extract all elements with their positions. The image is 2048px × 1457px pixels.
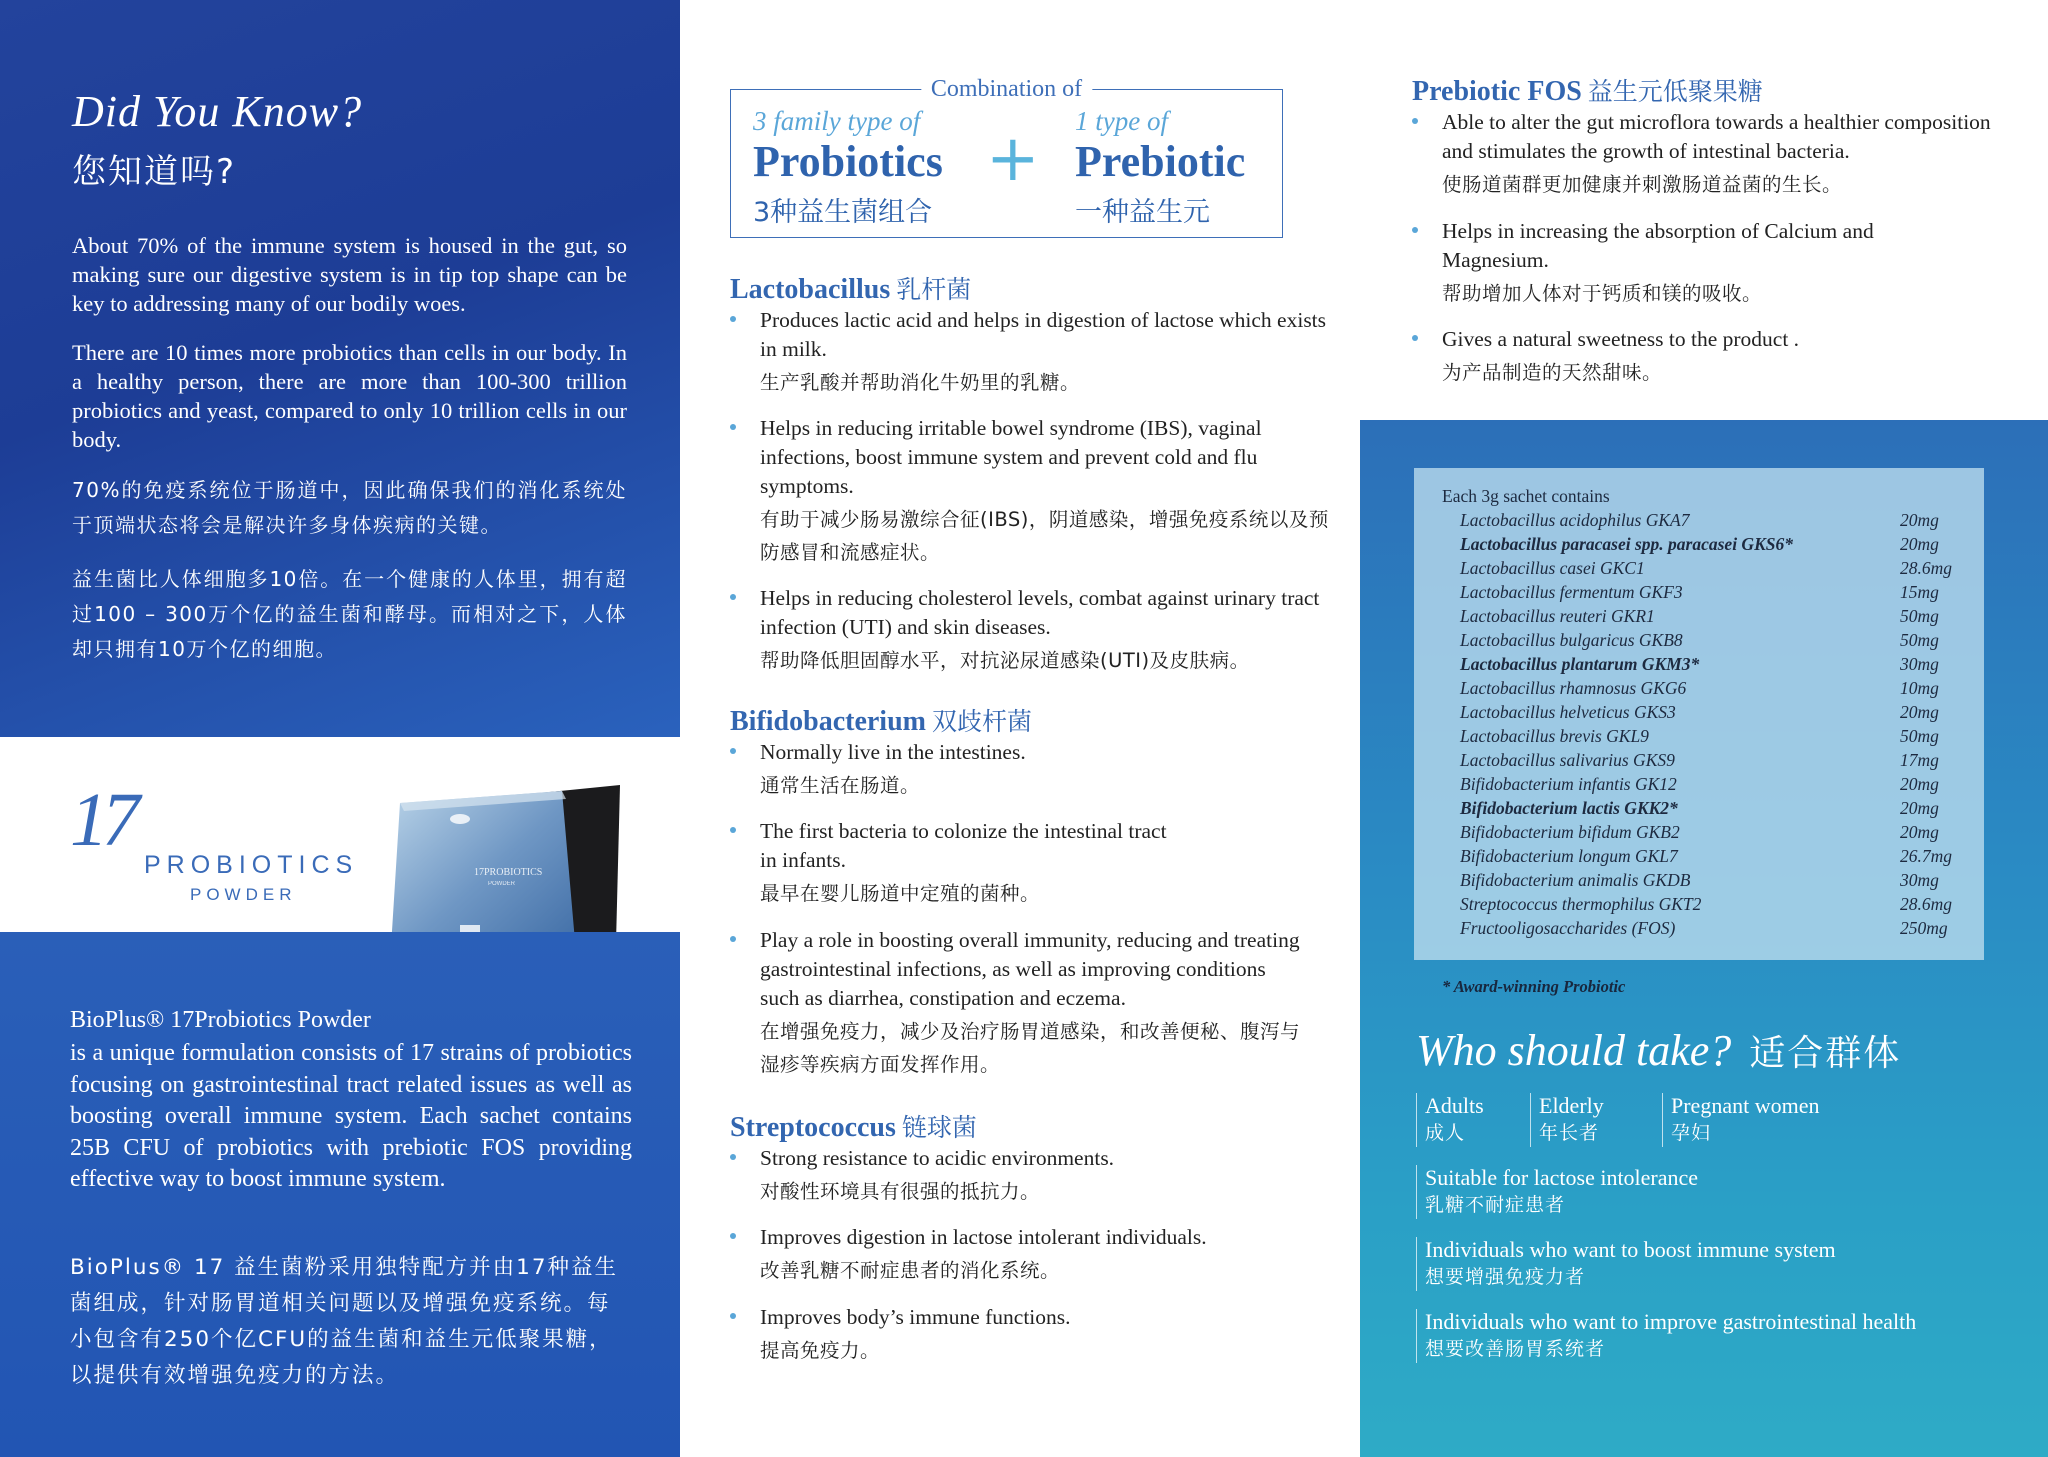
did-you-know-panel [0, 0, 680, 737]
strain-name: Lactobacillus casei GKC1 [1460, 558, 1645, 578]
list-item-en: Helps in reducing cholesterol levels, combat against urinary tract infection (UTI) and skin diseases. [760, 586, 1320, 639]
strain-name: Lactobacillus paracasei spp. paracasei GKS6* [1460, 534, 1793, 554]
bullet-dot-icon [730, 1233, 736, 1239]
strains-panel [680, 0, 1360, 1457]
strain-name: Bifidobacterium bifidum GKB2 [1460, 822, 1680, 842]
strain-name: Lactobacillus bulgaricus GKB8 [1460, 630, 1683, 650]
immune-gut-paragraph: About 70% of the immune system is housed in the gut, so making sure our digestive system is in tip top shape can be key to addressing many of our bodily woes. [72, 233, 627, 316]
did-you-know-title: Did You Know? [72, 87, 363, 136]
strain-amount: 20mg [1900, 702, 1939, 722]
target-item [1416, 1237, 1836, 1291]
target-group-cn: 孕妇 [1671, 1122, 1712, 1144]
strain-amount: 30mg [1900, 870, 1939, 890]
strain-amount: 20mg [1900, 510, 1939, 530]
who-should-take-title [1416, 1025, 1901, 1076]
probiotics-word: Probiotics [753, 137, 943, 186]
list-item-en: Able to alter the gut microflora towards a healthier composition and stimulates the growth of intestinal bacteria. [1442, 110, 1991, 163]
list-item [730, 414, 1330, 569]
lactobacillus-heading-cn: 乳杆菌 [896, 275, 972, 304]
strain-name: Bifidobacterium lactis GKK2* [1460, 798, 1678, 818]
target-group-en: Adults [1425, 1093, 1484, 1118]
table-row [1460, 582, 1970, 606]
bullet-dot-icon [730, 1313, 736, 1319]
streptococcus-heading-en: Streptococcus [730, 1112, 896, 1143]
strain-amount: 20mg [1900, 534, 1939, 554]
strain-name: Fructooligosaccharides (FOS) [1460, 918, 1676, 938]
logo-sub: POWDER [190, 885, 297, 904]
list-item-en: Improves body’s immune functions. [760, 1305, 1071, 1329]
strain-amount: 50mg [1900, 630, 1939, 650]
target-group [1662, 1093, 1819, 1147]
strain-name: Bifidobacterium infantis GK12 [1460, 774, 1677, 794]
strain-name: Lactobacillus plantarum GKM3* [1460, 654, 1700, 674]
strain-amount: 30mg [1900, 654, 1939, 674]
bullet-dot-icon [730, 594, 736, 600]
bifidobacterium-heading-en: Bifidobacterium [730, 706, 926, 737]
product-description-cn: BioPlus® 17 益生菌粉采用独特配方并由17种益生菌组成，针对肠胃道相关问题以及增强免疫系统。每小包含有250个亿CFU的益生菌和益生元低聚果糖，以提供有效增强免疫力的方法。 [70, 1255, 619, 1388]
list-item-en: Helps in reducing irritable bowel syndrome (IBS), vaginal infections, boost immune system and prevent cold and flu symptoms. [760, 416, 1262, 498]
strain-amount: 15mg [1900, 582, 1939, 602]
list-item [730, 584, 1330, 677]
target-group-cn: 年长者 [1539, 1122, 1600, 1144]
table-row [1460, 630, 1970, 654]
product-logo [70, 777, 370, 904]
list-item-cn: 提高免疫力。 [760, 1339, 881, 1362]
list-item-en: Produces lactic acid and helps in digestion of lactose which exists in milk. [760, 308, 1327, 361]
streptococcus-heading [730, 1108, 977, 1144]
target-group-en: Pregnant women [1671, 1093, 1820, 1118]
target-group [1416, 1093, 1484, 1147]
who-title-en: Who should take? [1416, 1026, 1732, 1075]
list-item-cn: 帮助降低胆固醇水平，对抗泌尿道感染(UTI)及皮肤病。 [760, 649, 1250, 672]
list-item-en: Normally live in the intestines. [760, 740, 1026, 764]
plus-icon: + [986, 122, 1040, 196]
list-item-cn: 在增强免疫力，减少及治疗肠胃道感染，和改善便秘、腹泻与湿疹等疾病方面发挥作用。 [760, 1020, 1301, 1076]
composition-heading: Each 3g sachet contains [1442, 486, 1610, 506]
table-row [1460, 606, 1970, 630]
combination-box [730, 76, 1283, 238]
bullet-dot-icon [730, 748, 736, 754]
list-item-en: Improves digestion in lactose intolerant individuals. [760, 1225, 1207, 1249]
strain-amount: 20mg [1900, 774, 1939, 794]
target-item-en: Suitable for lactose intolerance [1425, 1165, 1699, 1190]
table-row [1460, 750, 1970, 774]
strain-name: Lactobacillus fermentum GKF3 [1460, 582, 1683, 602]
target-group-cn: 成人 [1425, 1122, 1466, 1144]
table-row [1460, 558, 1970, 582]
lactobacillus-heading [730, 270, 971, 306]
strain-name: Streptococcus thermophilus GKT2 [1460, 894, 1702, 914]
table-row [1460, 678, 1970, 702]
target-item-en: Individuals who want to boost immune system [1425, 1237, 1836, 1262]
strain-amount: 20mg [1900, 822, 1939, 842]
list-item-en: Gives a natural sweetness to the product . [1442, 327, 1800, 351]
bullet-dot-icon [730, 424, 736, 430]
bullet-dot-icon [1412, 335, 1418, 341]
logo-word: PROBIOTICS [144, 851, 359, 879]
list-item [730, 1223, 1330, 1287]
who-title-cn: 适合群体 [1749, 1033, 1902, 1074]
list-item-cn: 生产乳酸并帮助消化牛奶里的乳糖。 [760, 371, 1081, 394]
strain-name: Bifidobacterium longum GKL7 [1460, 846, 1678, 866]
table-row [1460, 654, 1970, 678]
prebiotic-cn: 一种益生元 [1075, 197, 1210, 228]
list-item [730, 1303, 1330, 1367]
list-item-en: Strong resistance to acidic environments. [760, 1146, 1115, 1170]
prebiotic-fos-heading-cn: 益生元低聚果糖 [1587, 77, 1763, 106]
bullet-dot-icon [1412, 227, 1418, 233]
list-item-en: The first bacteria to colonize the intestinal tract in infants. [760, 819, 1167, 872]
list-item-cn: 为产品制造的天然甜味。 [1442, 361, 1663, 384]
prebiotic-fos-heading [1412, 72, 1763, 108]
strain-amount: 17mg [1900, 750, 1939, 770]
list-item [1412, 108, 2022, 201]
strain-name: Lactobacillus rhamnosus GKG6 [1460, 678, 1687, 698]
target-item-cn: 想要改善肠胃系统者 [1425, 1338, 1606, 1360]
award-note: * Award-winning Probiotic [1442, 977, 1626, 996]
probiotics-count-paragraph-cn: 益生菌比人体细胞多10倍。在一个健康的人体里，拥有超过100 – 300万个亿的益生菌和酵母。而相对之下，人体却只拥有10万个亿的细胞。 [72, 567, 627, 661]
lactobacillus-heading-en: Lactobacillus [730, 274, 891, 305]
list-item [730, 926, 1310, 1081]
strain-name: Lactobacillus acidophilus GKA7 [1460, 510, 1690, 530]
strain-amount: 28.6mg [1900, 558, 1953, 578]
svg-text:17PROBIOTICS: 17PROBIOTICS [474, 867, 543, 878]
probiotics-label: 3 family type of [753, 106, 921, 136]
bullet-dot-icon [730, 827, 736, 833]
target-item-cn: 乳糖不耐症患者 [1425, 1194, 1566, 1216]
prebiotic-panel [1360, 0, 2048, 1457]
prebiotic-label: 1 type of [1075, 106, 1168, 136]
table-row [1460, 918, 1970, 942]
list-item [730, 306, 1330, 399]
bullet-dot-icon [730, 1154, 736, 1160]
table-row [1460, 726, 1970, 750]
table-row [1460, 774, 1970, 798]
table-row [1460, 798, 1970, 822]
strain-name: Lactobacillus helveticus GKS3 [1460, 702, 1676, 722]
prebiotic-word: Prebiotic [1075, 137, 1246, 186]
list-item-cn: 通常生活在肠道。 [760, 774, 921, 797]
table-row [1460, 702, 1970, 726]
strain-amount: 20mg [1900, 798, 1939, 818]
strain-amount: 26.7mg [1900, 846, 1953, 866]
list-item [730, 1144, 1330, 1208]
bullet-dot-icon [730, 936, 736, 942]
streptococcus-heading-cn: 链球菌 [901, 1113, 977, 1142]
table-row [1460, 870, 1970, 894]
strain-name: Bifidobacterium animalis GKDB [1460, 870, 1691, 890]
strain-amount: 28.6mg [1900, 894, 1953, 914]
bullet-dot-icon [730, 316, 736, 322]
table-row [1460, 534, 1970, 558]
composition-table [1414, 468, 1984, 960]
target-item [1416, 1309, 1916, 1363]
product-logo-band [0, 737, 680, 932]
target-item-en: Individuals who want to improve gastrointestinal health [1425, 1309, 1917, 1334]
product-description: is a unique formulation consists of 17 strains of probiotics focusing on gastrointestinal tract related issues as well as boosting overall immune system. Each sachet contains 25B CFU of probiotics with prebiotic FOS providing effective way to boost immune system. [70, 1040, 632, 1192]
prebiotic-fos-section [1360, 0, 2048, 420]
target-item-cn: 想要增强免疫力者 [1425, 1266, 1586, 1288]
list-item-cn: 有助于减少肠易激综合征(IBS)，阴道感染，增强免疫系统以及预防感冒和流感症状。 [760, 508, 1329, 564]
product-name: BioPlus® 17Probiotics Powder [70, 1007, 371, 1033]
strain-name: Lactobacillus salivarius GKS9 [1460, 750, 1675, 770]
table-row [1460, 846, 1970, 870]
bullet-dot-icon [1412, 118, 1418, 124]
bifidobacterium-heading-cn: 双歧杆菌 [932, 707, 1033, 736]
list-item-cn: 改善乳糖不耐症患者的消化系统。 [760, 1259, 1061, 1282]
prebiotic-fos-heading-en: Prebiotic FOS [1412, 76, 1582, 107]
list-item [1412, 325, 2022, 389]
logo-number: 17 [70, 778, 134, 862]
product-description-panel [0, 932, 680, 1457]
strain-amount: 50mg [1900, 726, 1939, 746]
composition-panel [1360, 420, 2048, 1457]
list-item [1412, 217, 1932, 310]
list-item-cn: 帮助增加人体对于钙质和镁的吸收。 [1442, 282, 1763, 305]
did-you-know-title-cn: 您知道吗? [72, 152, 237, 192]
probiotics-cn: 3种益生菌组合 [753, 197, 933, 228]
strain-amount: 50mg [1900, 606, 1939, 626]
list-item [730, 817, 1180, 910]
immune-gut-paragraph-cn: 70%的免疫系统位于肠道中，因此确保我们的消化系统处于顶端状态将会是解决许多身体疾病的关键。 [72, 478, 627, 537]
svg-text:POWDER: POWDER [488, 881, 515, 887]
table-row [1460, 822, 1970, 846]
target-group [1530, 1093, 1604, 1147]
list-item [730, 738, 1330, 802]
target-group-en: Elderly [1539, 1093, 1604, 1118]
list-item-cn: 使肠道菌群更加健康并刺激肠道益菌的生长。 [1442, 173, 1843, 196]
strain-amount: 250mg [1900, 918, 1948, 938]
combination-caption: Combination of [921, 76, 1092, 103]
list-item-cn: 对酸性环境具有很强的抵抗力。 [760, 1180, 1041, 1203]
strain-amount: 10mg [1900, 678, 1939, 698]
table-row [1460, 894, 1970, 918]
probiotics-count-paragraph: There are 10 times more probiotics than cells in our body. In a healthy person, there are more than 100-300 trillion probiotics and yeast, compared to only 10 trillion cells in our body. [72, 340, 627, 452]
list-item-en: Play a role in boosting overall immunity, reducing and treating gastrointestinal infections, as well as improving conditions such as diarrhea, constipation and eczema. [760, 928, 1300, 1010]
list-item-en: Helps in increasing the absorption of Calcium and Magnesium. [1442, 219, 1874, 272]
strain-name: Lactobacillus reuteri GKR1 [1460, 606, 1655, 626]
target-item [1416, 1165, 1698, 1219]
list-item-cn: 最早在婴儿肠道中定殖的菌种。 [760, 882, 1041, 905]
bifidobacterium-heading [730, 702, 1032, 738]
strain-name: Lactobacillus brevis GKL9 [1460, 726, 1649, 746]
table-row [1460, 510, 1970, 534]
